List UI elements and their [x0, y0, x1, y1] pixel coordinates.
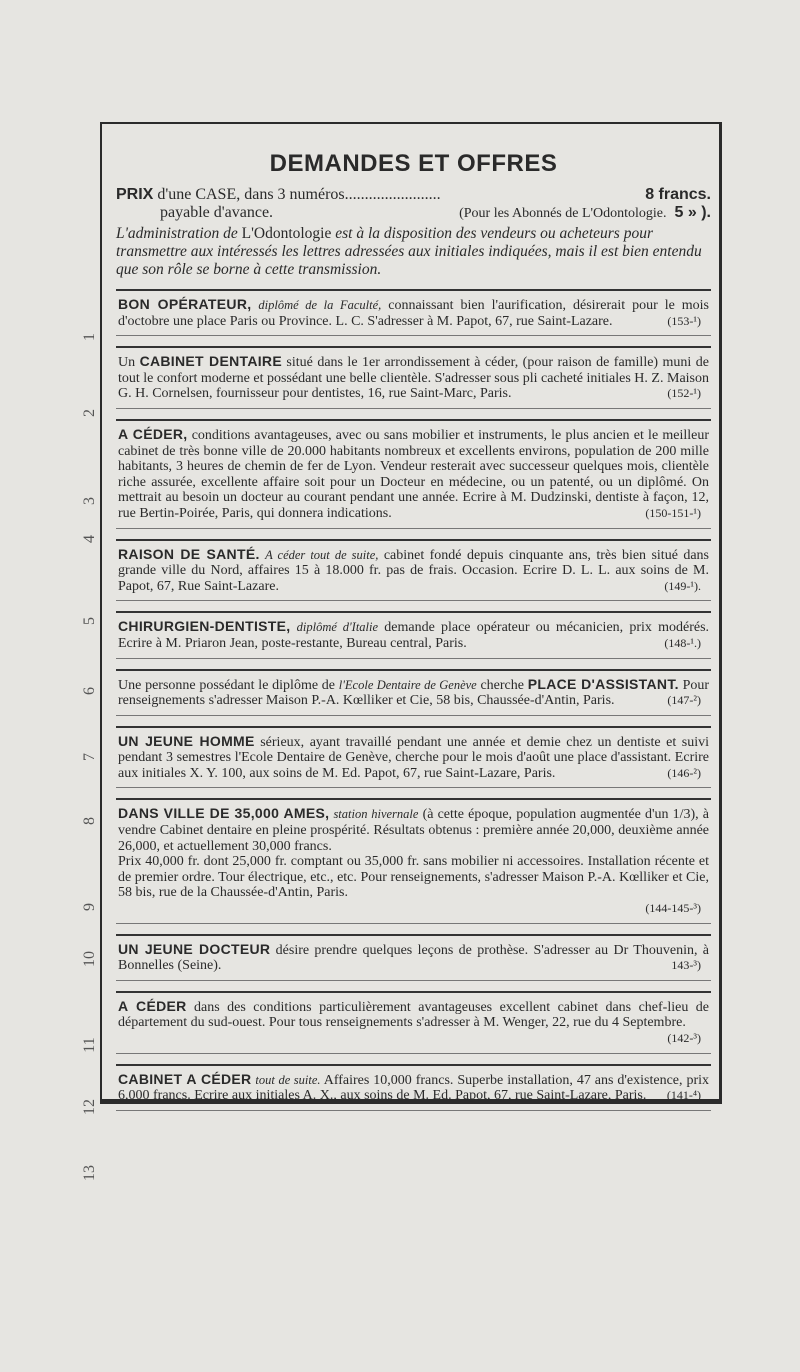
ad-divider	[116, 980, 711, 981]
margin-number: 8	[81, 817, 98, 825]
ad-divider	[116, 787, 711, 788]
ad-italic-text: diplômé de la Faculté,	[258, 298, 382, 312]
ad-divider	[116, 1110, 711, 1111]
ad-entry	[116, 289, 711, 332]
ad-entry	[116, 798, 711, 919]
ad-divider	[116, 1053, 711, 1054]
ad-text-2: Prix 40,000 fr. dont 25,000 fr. comptant ou 35,000 fr. sans mobilier ni accessoires. Installation récente et de premier ordre. Tour électrique, etc., etc. Pour renseignements, s'adresser Maison P.-A. Kœlliker et Cie, 58 bis, rue de la Chaussée-d'Antin, Paris.	[118, 854, 709, 901]
ad-heading: UN JEUNE HOMME	[118, 732, 255, 749]
margin-number: 9	[81, 903, 98, 911]
ad-heading: BON OPÉRATEUR,	[118, 296, 252, 312]
ad-reference: (150-151-¹)	[645, 505, 701, 520]
ad-text: connaissant bien l'aurification, désirerait pour le mois d'octobre une place Paris ou Province. L. C. S'adresser à M. Papot, 67, rue Saint-Lazare.	[118, 298, 709, 329]
ad-entry	[116, 726, 711, 785]
ad-heading: CHIRURGIEN-DENTISTE,	[118, 618, 291, 635]
ad-reference: (149-¹).	[664, 578, 701, 593]
ad-entry	[116, 539, 711, 598]
ad-divider	[116, 715, 711, 716]
frame-bottom-rule	[100, 1099, 722, 1101]
margin-number: 12	[81, 1099, 98, 1115]
margin-number: 1	[81, 333, 98, 341]
margin-number: 5	[81, 617, 98, 625]
ad-text: désire prendre quelques leçons de prothèse. S'adresser au Dr Thouvenin, à Bonnelles (Seine).	[118, 942, 709, 974]
margin-number: 4	[81, 535, 98, 543]
ad-heading: RAISON DE SANTÉ.	[118, 545, 260, 562]
ad-entry	[116, 934, 711, 977]
ad-text: conditions avantageuses, avec ou sans mobilier et instruments, le plus ancien et le meilleur cabinet de très bonne ville de 20.000 habitants nombreux et excellents environs, population de 200 mille habitants, 3 heures de chemin de fer de Lyon. Vendeur resterait avec successeur quelques mois, clientèle riche assurée, excellente affaire soit pour un Docteur en médecine, ou un patenté, ou un diplômé. On mettrait au besoin un docteur au courant pendant une année. Ecrire à M. Dudzinski, dentiste à façon, 12, rue Bertin-Poirée, Paris, qui donnera indications.	[118, 427, 710, 521]
ad-heading: A CÉDER	[118, 997, 187, 1014]
price-line-1: PRIX d'une CASE, dans 3 numéros........................	[116, 186, 441, 203]
ad-entry	[116, 669, 711, 712]
ad-italic-text: station hivernale	[333, 807, 419, 822]
ad-heading: CABINET A CÉDER	[118, 1070, 252, 1087]
ad-entry	[116, 991, 711, 1050]
ad-divider	[116, 600, 711, 601]
ad-pre-text: Une personne possédant le diplôme de	[118, 677, 336, 693]
ad-reference: (147-²)	[667, 693, 701, 708]
ad-text: demande place opérateur ou mécanicien, prix modérés. Ecrire à M. Priaron Jean, poste-restante, Bureau central, Paris.	[118, 620, 710, 651]
ad-divider	[116, 658, 711, 659]
ad-text: situé dans le 1er arrondissement à céder, (pour raison de famille) muni de tout le confort moderne et possédant une belle clientèle. S'adresser sous pli cacheté initiales H. Z. Maison G. H. Cornelsen, fournisseur pour dentistes, 16, rue Saint-Marc, Paris.	[118, 355, 709, 402]
ad-reference: (146-²)	[667, 765, 701, 780]
ad-mid-text: cherche	[480, 677, 524, 693]
ad-entry	[116, 611, 711, 654]
price-value-1: 8 francs.	[645, 186, 711, 203]
ad-text: Affaires 10,000 francs. Superbe installation, 47 ans d'existence, prix 6,000 francs. Ecrire aux initiales A. X., aux soins de M. Ed. Papot, 67, rue Saint-Lazare, Paris.	[118, 1072, 710, 1104]
ad-italic-text: tout de suite.	[255, 1072, 321, 1087]
ad-text: Pour renseignements s'adresser Maison P.-A. Kœlliker et Cie, 58 bis, Chaussée-d'Antin, Paris.	[118, 677, 710, 709]
ad-text: cabinet fondé depuis cinquante ans, très bien situé dans grande ville du Nord, affaires 15 à 18.000 fr. pas de frais. Occasion. Ecrire D. L. L. aux soins de M. Papot, 67, Rue Saint-Lazare.	[118, 547, 709, 594]
ad-entry	[116, 346, 711, 405]
intro-paragraph: L'administration de L'Odontologie est à la disposition des vendeurs ou acheteurs pour transmettre aux intéressés les lettres adressées aux initiales indiquées, mais il est bien entendu que son rôle se borne à cette transmission.	[116, 225, 702, 278]
margin-number: 11	[81, 1037, 98, 1053]
price-note: (Pour les Abonnés de L'Odontologie. 5 » ).	[459, 204, 711, 221]
ad-text: sérieux, ayant travaillé pendant une année et demie chez un dentiste et suivi pendant 3 semestres l'Ecole Dentaire de Genève, cherche pour le mois d'août une place d'assistant. Ecrire aux initiales X. Y. 100, aux soins de M. Ed. Papot, 67, rue Saint-Lazare, Paris.	[118, 734, 710, 781]
ad-text: (à cette époque, population augmentée d'un 1/3), à vendre Cabinet dentaire en pleine prospérité. Résultats obtenus : première année 20,000, deuxième année 26,000, et actuellement 30,000 francs.	[118, 807, 710, 854]
ad-heading: PLACE D'ASSISTANT.	[527, 675, 679, 692]
margin-number: 2	[81, 409, 98, 417]
ad-divider	[116, 335, 711, 336]
price-block	[116, 186, 711, 223]
ad-reference: (144-145-³)	[645, 901, 701, 916]
ad-reference: (141-⁴)	[666, 1088, 701, 1103]
ad-reference: (152-¹)	[667, 386, 701, 401]
ad-heading: DANS VILLE DE 35,000 AMES,	[118, 805, 330, 822]
ad-divider	[116, 528, 711, 529]
ad-page-frame	[100, 122, 722, 1104]
ad-reference: (153-¹)	[667, 313, 701, 328]
ad-italic-text: A céder tout de suite,	[265, 547, 379, 562]
margin-number: 10	[81, 951, 98, 967]
margin-number: 6	[81, 687, 98, 695]
page-title: DEMANDES ET OFFRES	[269, 150, 558, 177]
ad-pre-text: Un	[118, 355, 136, 371]
ad-divider	[116, 408, 711, 409]
ad-heading: CABINET DENTAIRE	[139, 353, 282, 370]
ad-reference: (148-¹.)	[664, 635, 701, 650]
price-line-2: payable d'avance.	[160, 204, 274, 221]
margin-number: 7	[81, 753, 98, 761]
ad-entry	[116, 419, 711, 525]
margin-number: 13	[81, 1165, 98, 1181]
ad-italic-text: diplômé d'Italie	[296, 620, 379, 635]
ad-reference: 143-³)	[671, 958, 701, 973]
ad-heading: A CÉDER,	[118, 425, 188, 442]
ads-list	[116, 289, 711, 1111]
margin-number: 3	[81, 497, 98, 505]
ad-italic-text: l'Ecole Dentaire de Genève	[338, 677, 477, 692]
ad-reference: (142-³)	[667, 1031, 701, 1045]
ad-divider	[116, 923, 711, 924]
ad-text: dans des conditions particulièrement avantageuses excellent cabinet dans chef-lieu de département du sud-ouest. Pour tous renseignements s'adresser à M. Wenger, 22, rue du 4 Septembre.	[118, 999, 710, 1031]
ad-heading: UN JEUNE DOCTEUR	[118, 940, 271, 957]
